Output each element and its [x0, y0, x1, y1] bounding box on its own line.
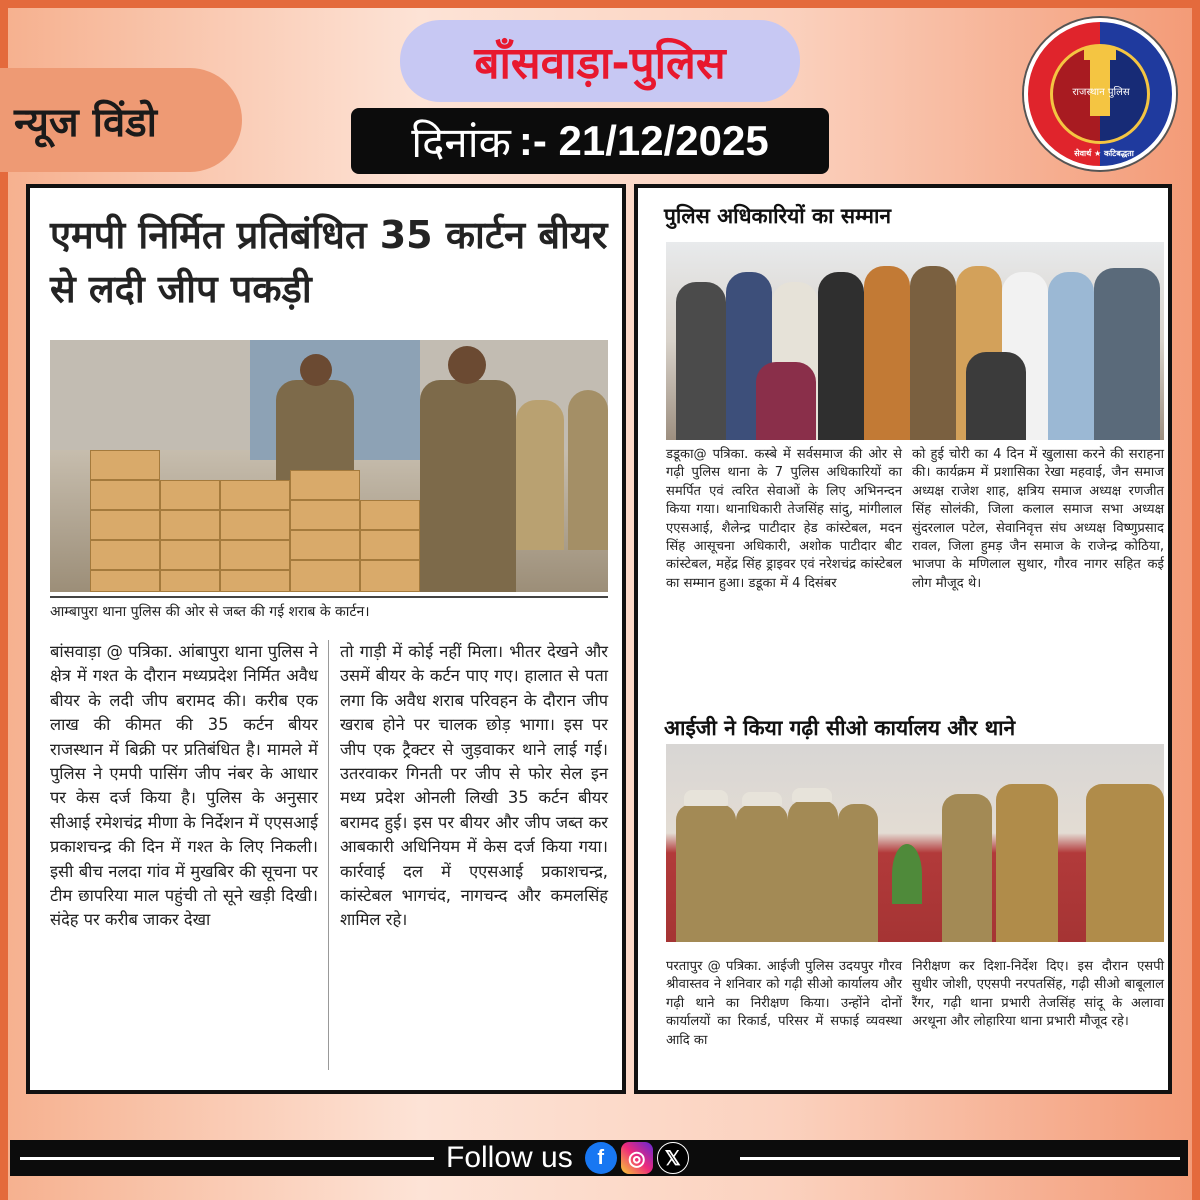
carton — [90, 450, 160, 480]
news-window-label: न्यूज विंडो — [14, 99, 157, 146]
carton — [360, 560, 420, 592]
officer-figure — [516, 400, 564, 550]
attendee-figure — [910, 266, 956, 440]
potted-plant — [892, 844, 922, 904]
instagram-icon[interactable]: ◎ — [621, 1142, 653, 1174]
carton — [90, 540, 160, 570]
inspection-article-column-2: निरीक्षण कर दिशा-निर्देश दिए। इस दौरान एसपी सुधीर जोशी, एएसपी नरपतसिंह, गढ़ी सीओ बाबूलाल रैंगर, गढ़ी थाना प्रभारी तेजसिंह सांदू के अलावा अरथूना और लोहारिया थाना प्रभारी मौजूद रहे। — [912, 959, 1164, 1030]
officer-figure — [838, 804, 878, 942]
frame-top — [0, 0, 1200, 8]
rajasthan-police-emblem — [1024, 18, 1176, 170]
inspection-article-headline: आईजी ने किया गढ़ी सीओ कार्यालय और थाने — [664, 716, 1016, 740]
date-label: दिनांक — [411, 117, 511, 167]
follow-us-label: Follow us — [446, 1141, 573, 1174]
emblem-motto: सेवार्थ ★ कटिबद्धता — [1074, 149, 1134, 158]
carton — [160, 510, 220, 540]
news-window-tab — [0, 68, 242, 172]
left-article-panel — [26, 184, 626, 1094]
attendee-figure — [864, 266, 910, 440]
officer-head — [448, 346, 486, 384]
x-icon[interactable]: 𝕏 — [657, 1142, 689, 1174]
carton — [360, 500, 420, 530]
carton — [90, 480, 160, 510]
officer-figure — [420, 380, 516, 592]
carton — [160, 570, 220, 592]
inspection-article-column-1: परतापुर @ पत्रिका. आईजी पुलिस उदयपुर गौरव श्रीवास्तव ने शनिवार को गढ़ी सीओ कार्यालय और गढ़ी थाने का निरीक्षण किया। उन्होंने दोनों कार्यालयों का रिकार्ड, परिसर में सफाई व्यवस्था आदि का — [666, 959, 902, 1048]
officer-figure — [996, 784, 1058, 942]
footer-rule-right — [740, 1157, 1180, 1160]
officer-figure — [1086, 784, 1164, 942]
carton — [290, 530, 360, 560]
date-box — [351, 108, 829, 174]
carton — [220, 510, 290, 540]
carton — [90, 570, 160, 592]
officer-head — [300, 354, 332, 386]
footer-social — [438, 1140, 697, 1176]
column-divider — [328, 640, 329, 1070]
carton — [290, 560, 360, 592]
attendee-figure — [676, 282, 726, 440]
footer-rule-left — [20, 1157, 434, 1160]
carton — [220, 570, 290, 592]
carton — [290, 470, 360, 500]
officer-figure — [942, 794, 992, 942]
right-articles-panel — [634, 184, 1172, 1094]
officer-cap — [792, 788, 832, 802]
carton — [160, 540, 220, 570]
carton — [90, 510, 160, 540]
honour-ceremony-photo — [666, 242, 1164, 440]
date-value: :- 21/12/2025 — [518, 117, 769, 164]
frame-left — [0, 0, 8, 1200]
inspection-photo — [666, 744, 1164, 942]
officer-figure — [788, 800, 838, 942]
carton — [160, 480, 220, 510]
carton — [220, 540, 290, 570]
page-title: बाँसवाड़ा-पुलिस — [474, 38, 726, 89]
honour-article-column-1: डडूका@ पत्रिका. कस्बे में सर्वसमाज की ओर से गढ़ी पुलिस थाना के 7 पुलिस अधिकारियों का समर्पित एवं त्वरित सेवाओं के लिए अभिनन्दन किया गया। थानाधिकारी तेजसिंह सांदु, मांगीलाल एएसआई, शैलेन्द्र पाटीदार हेड कांस्टेबल, मदन सिंह आसूचना अधिकारी, अशोक पाटीदार बीट कांस्टेबल, महेंद्र सिंह ड्राइवर एवं नरेशचंद्र कांस्टेबल का सम्मान हुआ। डडूका में 4 दिसंबर — [666, 447, 902, 591]
carton — [360, 530, 420, 560]
emblem-name: राजस्थान पुलिस — [1072, 87, 1130, 98]
attendee-figure — [818, 272, 864, 440]
carton — [220, 480, 290, 510]
left-article-column-2: तो गाड़ी में कोई नहीं मिला। भीतर देखने और उसमें बीयर के कर्टन पाए गए। हालात से पता लगा कि अवैध शराब परिवहन के दौरान जीप खराब होने पर चालक छोड़ भागा। इस पर जीप एक ट्रैक्टर से जुड़वाकर थाने लाई गई। उतरवाकर गिनती पर जीप से फोर सेल इन मध्य प्रदेश ओनली लिखी 35 कर्टन बीयर बरामद हुई। इस पर बीयर और जीप जब्त कर आबकारी अधिनियम में केस दर्ज किया गया। कार्रवाई दल में एएसआई प्रकाशचन्द्र, कांस्टेबल भागचंद, नागचन्द और कमलसिंह शामिल रहे। — [340, 642, 608, 930]
frame-right — [1192, 0, 1200, 1200]
officer-cap — [684, 790, 728, 806]
carton — [290, 500, 360, 530]
officer-figure — [736, 804, 788, 942]
attendee-figure — [1048, 272, 1094, 440]
facebook-icon[interactable]: f — [585, 1142, 617, 1174]
officer-cap — [742, 792, 782, 806]
seized-cartons-photo — [50, 340, 608, 592]
attendee-figure — [1094, 268, 1160, 440]
honour-article-headline: पुलिस अधिकारियों का सम्मान — [664, 204, 892, 228]
officer-figure — [676, 804, 736, 942]
photo-caption: आम्बापुरा थाना पुलिस की ओर से जब्त की गई शराब के कार्टन। — [50, 596, 608, 621]
left-article-column-1: बांसवाड़ा @ पत्रिका. आंबापुरा थाना पुलिस ने क्षेत्र में गश्त के दौरान मध्यप्रदेश निर्मित अवैध बीयर के लदी जीप बरामद की। करीब एक लाख की कीमत की 35 कर्टन बीयर राजस्थान में बिक्री पर प्रतिबंधित है। मामले में पुलिस ने एमपी पासिंग जीप नंबर के आधार पर केस दर्ज किया है। पुलिस के अनुसार सीआई रमेशचंद्र मीणा के निर्देशन में एएसआई प्रकाशचन्द्र की दिन में गश्त के लिए निकली। इसी बीच नलदा गांव में मुखबिर की सूचना पर टीम छापरिया माल पहुंची तो सूने खड़ी दिखी। संदेह पर करीब जाकर देखा — [50, 642, 318, 930]
attendee-figure — [966, 352, 1026, 440]
title-pill — [400, 20, 800, 102]
honour-article-column-2: को हुई चोरी का 4 दिन में खुलासा करने की सराहना की। कार्यक्रम में प्रशासिका रेखा महवाई, जैन समाज अध्यक्ष राजेश शाह, क्षत्रिय समाज अध्यक्ष रणजीत सिंह सोलंकी, जिला कलाल समाज सभा अध्यक्ष सुंदरलाल पटेल, सेवानिवृत्त संघ अध्यक्ष विष्णुप्रसाद रावल, जिला हुमड़ जैन समाज के राजेन्द्र कोठिया, भाजपा के मणिलाल सुथार, गौरव नागर सहित कई लोग मौजूद थे। — [912, 447, 1164, 591]
left-article-headline: एमपी निर्मित प्रतिबंधित 35 कार्टन बीयर से लदी जीप पकड़ी — [50, 213, 608, 311]
officer-figure — [568, 390, 608, 550]
attendee-figure — [756, 362, 816, 440]
